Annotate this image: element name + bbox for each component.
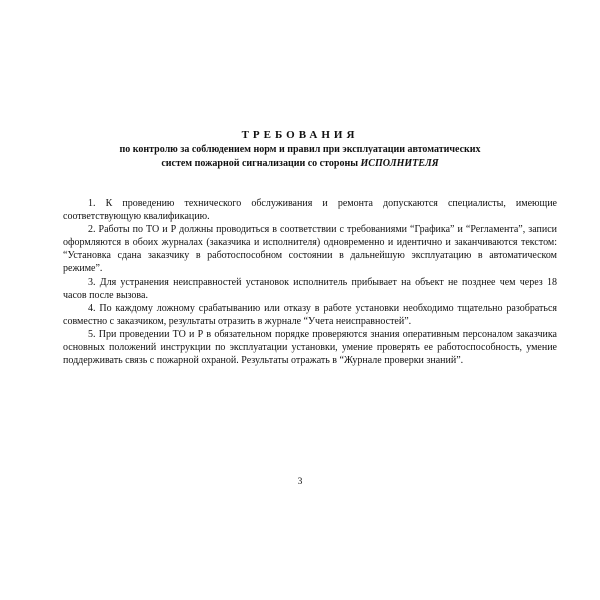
subtitle-executor: ИСПОЛНИТЕЛЯ (360, 158, 439, 169)
requirement-paragraph-5: 5. При проведении ТО и Р в обязательном порядке проверяются знания оперативным персоналом заказчика основных положений инструкции по эксплуатации установки, умение проверять ее работоспособность, умение поддерживать связь с пожарной охраной. Результаты отражать в “Журнале проверки знаний”. (63, 328, 557, 367)
subtitle-line-2 (0, 157, 600, 171)
requirement-paragraph-3: 3. Для устранения неисправностей установок исполнитель прибывает на объект не позднее чем через 18 часов после вызова. (63, 276, 557, 301)
requirements-list (63, 197, 557, 367)
document-subtitle (0, 143, 600, 171)
document-title: ТРЕБОВАНИЯ (241, 129, 359, 141)
requirement-paragraph-1: 1. К проведению технического обслуживания и ремонта допускаются специалисты, имеющие соответствующую квалификацию. (63, 198, 557, 223)
subtitle-line-2-prefix: систем пожарной сигнализации со стороны (161, 158, 361, 169)
requirement-paragraph-2: 2. Работы по ТО и Р должны проводиться в соответствии с требованиями “Графика” и “Регламента”, записи оформляются в обоих журналах (заказчика и исполнителя) одновременно и идентично и заканчиваются текстом: “Установка сдана заказчику в работоспособном состоянии в дальнейшую эксплуатацию в автоматическом режиме”. (63, 224, 557, 275)
requirement-paragraph-4: 4. По каждому ложному срабатыванию или отказу в работе установки необходимо тщательно разобраться совместно с заказчиком, результаты отразить в журнале “Учета неисправностей”. (63, 302, 557, 327)
page-number: 3 (297, 477, 303, 487)
subtitle-line-1: по контролю за соблюдением норм и правил при эксплуатации автоматических (119, 144, 481, 155)
